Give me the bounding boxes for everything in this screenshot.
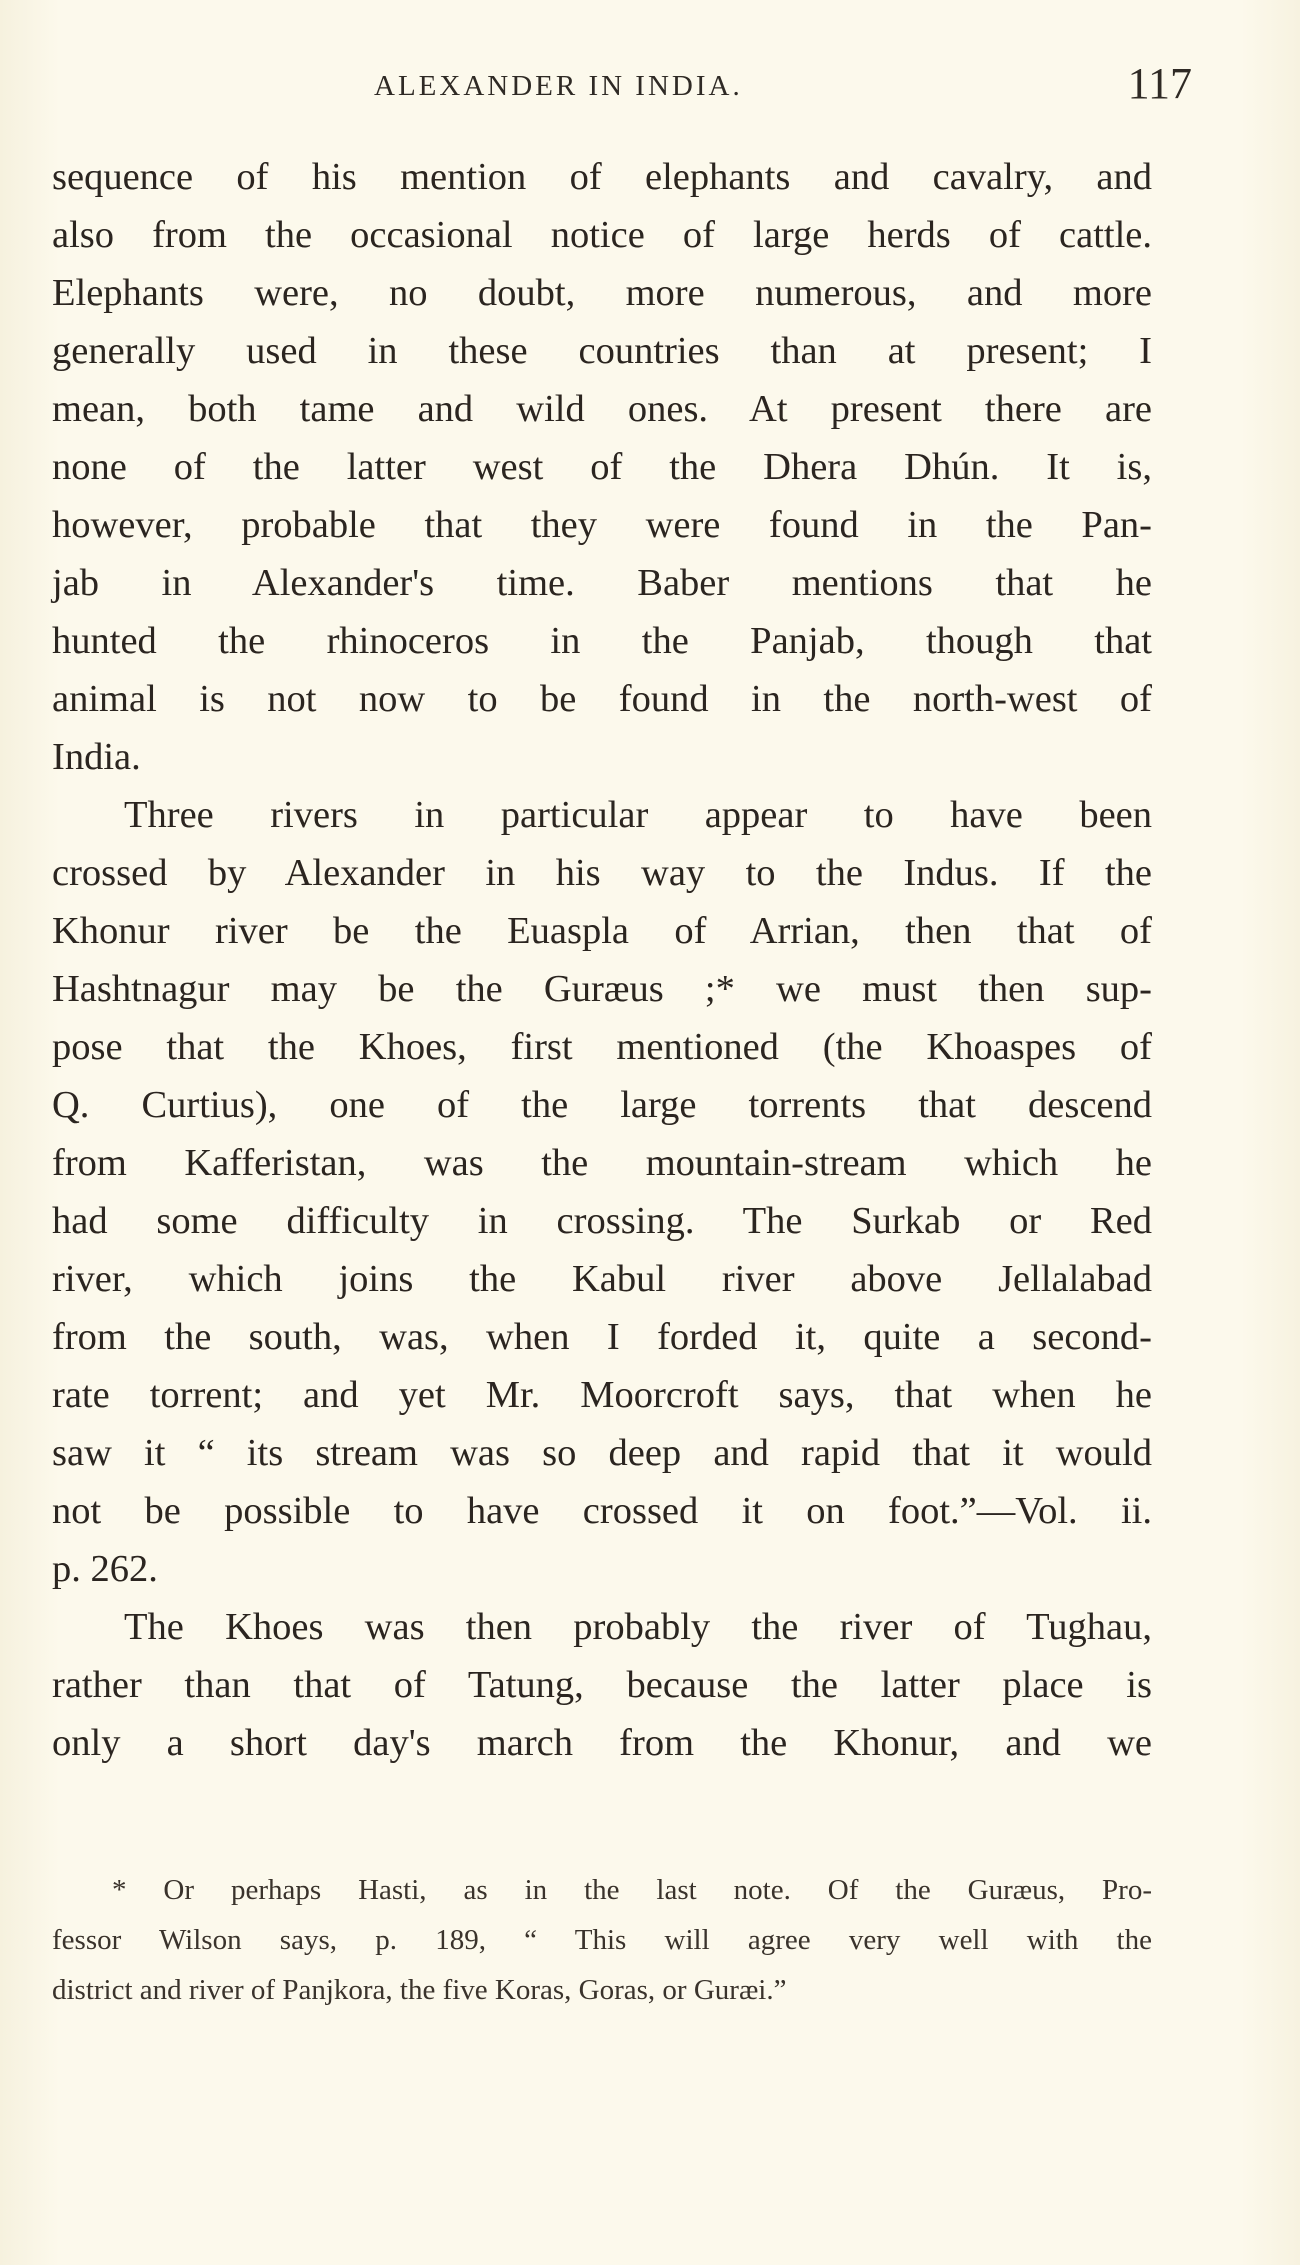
page-number: 117 [1127,59,1192,108]
text-line: rather than that of Tatung, because the latter place is [52,1664,1152,1706]
text-line: Elephants were, no doubt, more numerous, and more [52,272,1152,314]
text-line: none of the latter west of the Dhera Dhún. It is, [52,446,1152,488]
text-line: jab in Alexander's time. Baber mentions that he [52,562,1152,604]
text-line: crossed by Alexander in his way to the Indus. If the [52,852,1152,894]
text-line: Khonur river be the Euaspla of Arrian, then that of [52,910,1152,952]
running-head [52,58,1192,128]
text-line: saw it “ its stream was so deep and rapid that it would [52,1432,1152,1474]
footnote [52,1865,1152,2015]
footnote-line: fessor Wilson says, p. 189, “ This will agree very well with the [52,1924,1152,1956]
text-line: Q. Curtius), one of the large torrents that descend [52,1084,1152,1126]
text-line: from the south, was, when I forded it, quite a second- [52,1316,1152,1358]
text-line: p. 262. [52,1548,158,1590]
text-line: rate torrent; and yet Mr. Moorcroft says, that when he [52,1374,1152,1416]
text-line: hunted the rhinoceros in the Panjab, though that [52,620,1152,662]
body-text [52,148,1152,1772]
text-line: had some difficulty in crossing. The Surkab or Red [52,1200,1152,1242]
text-line: sequence of his mention of elephants and cavalry, and [52,156,1152,198]
text-line: however, probable that they were found in the Pan- [52,504,1152,546]
text-line: from Kafferistan, was the mountain-stream which he [52,1142,1152,1184]
text-line: only a short day's march from the Khonur, and we [52,1722,1152,1764]
footnote-line: district and river of Panjkora, the five Koras, Goras, or Guræi.” [52,1974,787,2006]
text-line: Hashtnagur may be the Guræus ;* we must then sup- [52,968,1152,1010]
text-line: also from the occasional notice of large herds of cattle. [52,214,1152,256]
footnote-line: * Or perhaps Hasti, as in the last note. Of the Guræus, Pro- [112,1874,1152,1906]
text-line: pose that the Khoes, first mentioned (the Khoaspes of [52,1026,1152,1068]
text-line: not be possible to have crossed it on foot.”—Vol. ii. [52,1490,1152,1532]
text-line: The Khoes was then probably the river of Tughau, [124,1606,1152,1648]
text-line: animal is not now to be found in the north-west of [52,678,1152,720]
text-line: generally used in these countries than at present; I [52,330,1152,372]
running-title: ALEXANDER IN INDIA. [374,70,743,102]
text-line: India. [52,736,141,778]
text-line: river, which joins the Kabul river above Jellalabad [52,1258,1152,1300]
text-line: Three rivers in particular appear to have been [124,794,1152,836]
text-line: mean, both tame and wild ones. At present there are [52,388,1152,430]
